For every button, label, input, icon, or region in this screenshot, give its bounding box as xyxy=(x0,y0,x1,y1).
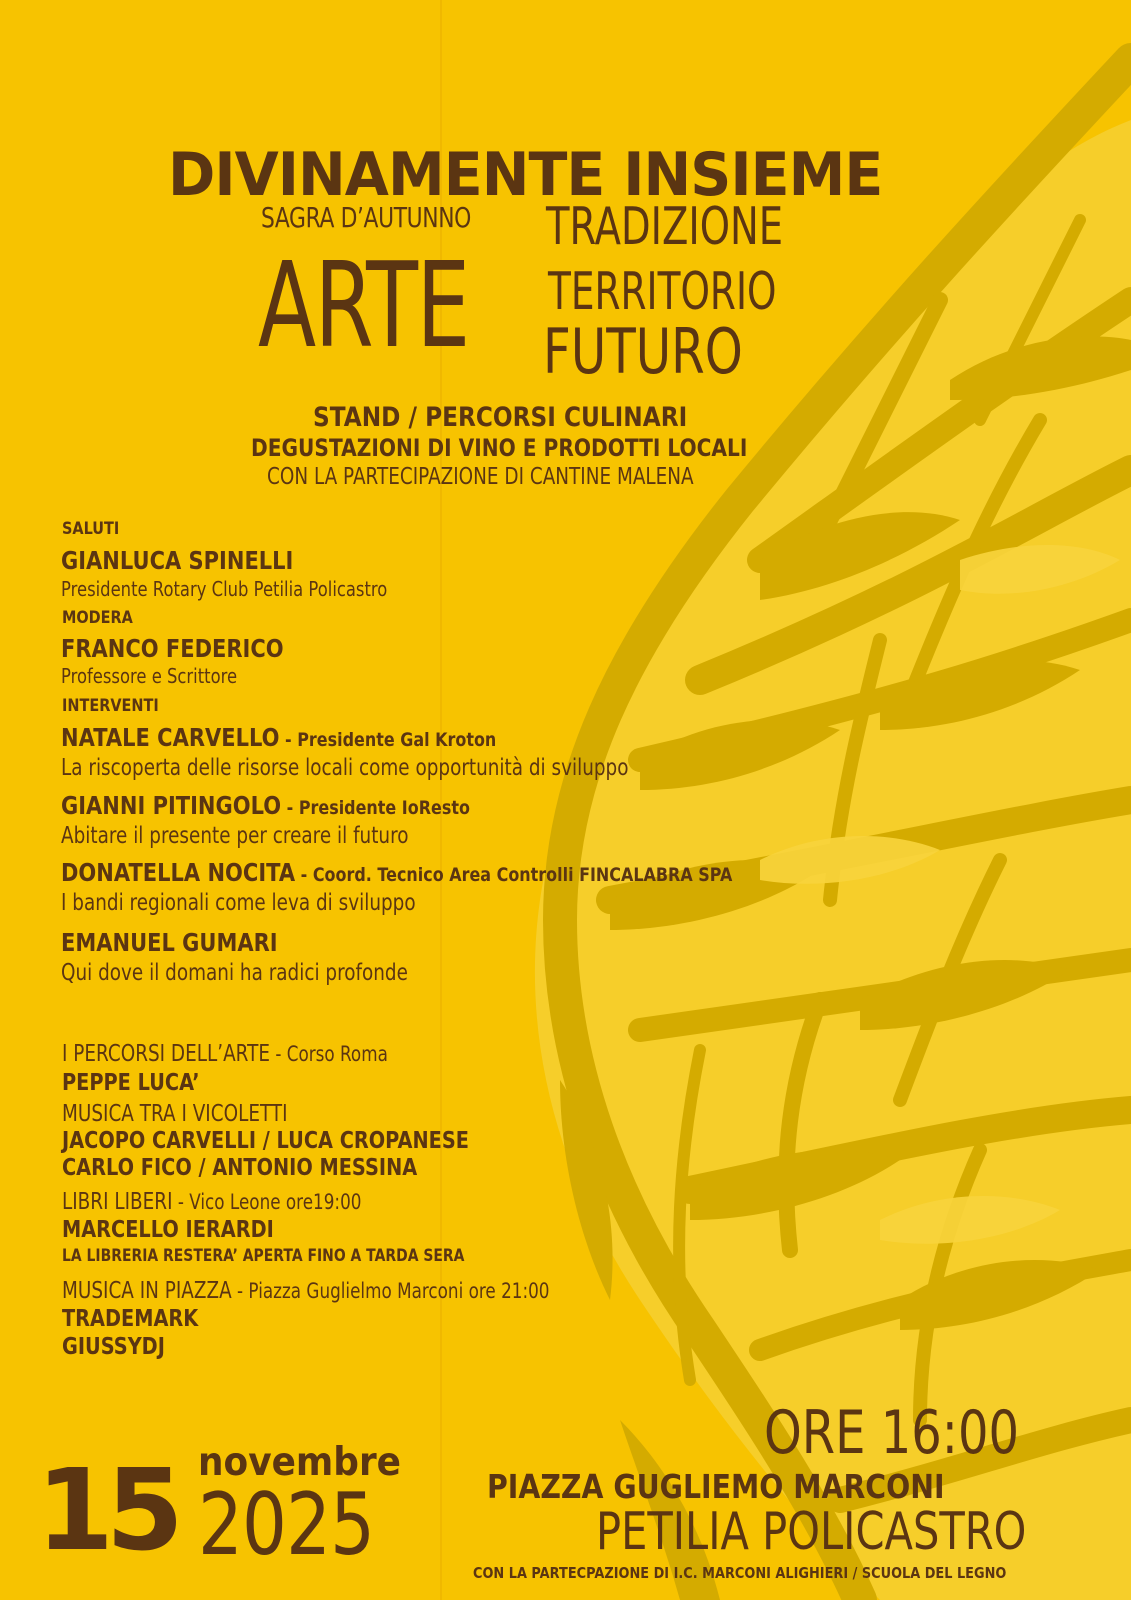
speaker-name: DONATELLA NOCITA xyxy=(61,858,296,887)
event-detail: - Piazza Guglielmo Marconi ore 21:00 xyxy=(231,1279,550,1303)
performer: CARLO FICO / ANTONIO MESSINA xyxy=(62,1155,418,1181)
performer: TRADEMARK xyxy=(62,1306,199,1332)
label-saluti: SALUTI xyxy=(62,519,120,539)
performer: PEPPE LUCA’ xyxy=(62,1070,200,1096)
speaker-topic: La riscoperta delle risorse locali come opportunità di sviluppo xyxy=(61,755,629,781)
event-title xyxy=(62,1043,388,1066)
speaker-line xyxy=(61,860,732,885)
event-name: LIBRI LIBERI xyxy=(62,1189,173,1215)
theme-tradizione: TRADIZIONE xyxy=(546,197,784,257)
theme-territorio: TERRITORIO xyxy=(548,262,777,322)
speaker-name: GIANNI PITINGOLO xyxy=(61,791,282,820)
speaker-affiliation: - Presidente IoResto xyxy=(281,797,470,819)
speaker-name: GIANLUCA SPINELLI xyxy=(61,546,294,575)
poster-title: DIVINAMENTE INSIEME xyxy=(168,140,883,210)
performer: GIUSSYDJ xyxy=(62,1334,165,1360)
collaboration-note: CON LA PARTECPAZIONE DI I.C. MARCONI ALIGHIERI / SCUOLA DEL LEGNO xyxy=(473,1564,1007,1582)
event-name: MUSICA IN PIAZZA xyxy=(62,1278,232,1304)
event-name: I PERCORSI DELL’ARTE xyxy=(62,1041,270,1067)
speaker-line xyxy=(61,793,470,818)
speaker-affiliation: - Presidente Gal Kroton xyxy=(279,729,497,751)
date-year: 2025 xyxy=(198,1475,375,1575)
event-detail: - Vico Leone ore19:00 xyxy=(172,1190,362,1214)
event-detail: - Corso Roma xyxy=(269,1042,388,1066)
highlight-cantine: CON LA PARTECIPAZIONE DI CANTINE MALENA xyxy=(267,464,694,490)
date-day: 15 xyxy=(36,1446,176,1576)
performer: MARCELLO IERARDI xyxy=(62,1217,274,1243)
speaker-line xyxy=(61,725,496,750)
poster-subtitle: SAGRA D’AUTUNNO xyxy=(261,201,471,234)
label-interventi: INTERVENTI xyxy=(62,696,159,716)
speaker-affiliation: - Coord. Tecnico Area Controlli FINCALABRA SPA xyxy=(295,864,733,886)
speaker-topic: I bandi regionali come leva di sviluppo xyxy=(61,890,416,916)
speaker-name: EMANUEL GUMARI xyxy=(61,928,278,957)
highlight-degustazioni: DEGUSTAZIONI DI VINO E PRODOTTI LOCALI xyxy=(251,434,748,462)
speaker-topic: Qui dove il domani ha radici profonde xyxy=(61,960,408,986)
main-word: ARTE xyxy=(258,236,469,374)
event-title xyxy=(62,1191,361,1214)
speaker-name: FRANCO FEDERICO xyxy=(61,634,284,663)
label-modera: MODERA xyxy=(62,608,133,628)
speaker-topic: Abitare il presente per creare il futuro xyxy=(61,823,409,849)
performer: JACOPO CARVELLI / LUCA CROPANESE xyxy=(62,1128,470,1154)
venue-square: PIAZZA GUGLIEMO MARCONI xyxy=(487,1467,945,1506)
event-title xyxy=(62,1280,549,1303)
venue-town: PETILIA POLICASTRO xyxy=(596,1502,1027,1562)
theme-futuro: FUTURO xyxy=(543,315,743,388)
event-note: LA LIBRERIA RESTERA’ APERTA FINO A TARDA SERA xyxy=(62,1246,465,1266)
date-month: novembre xyxy=(198,1440,402,1485)
highlight-stand: STAND / PERCORSI CULINARI xyxy=(313,402,688,433)
event-time: ORE 16:00 xyxy=(764,1398,1020,1468)
speaker-role: Presidente Rotary Club Petilia Policastro xyxy=(61,577,388,601)
speaker-name: NATALE CARVELLO xyxy=(61,723,280,752)
speaker-role: Professore e Scrittore xyxy=(61,664,238,688)
event-title: MUSICA TRA I VICOLETTI xyxy=(62,1101,288,1127)
